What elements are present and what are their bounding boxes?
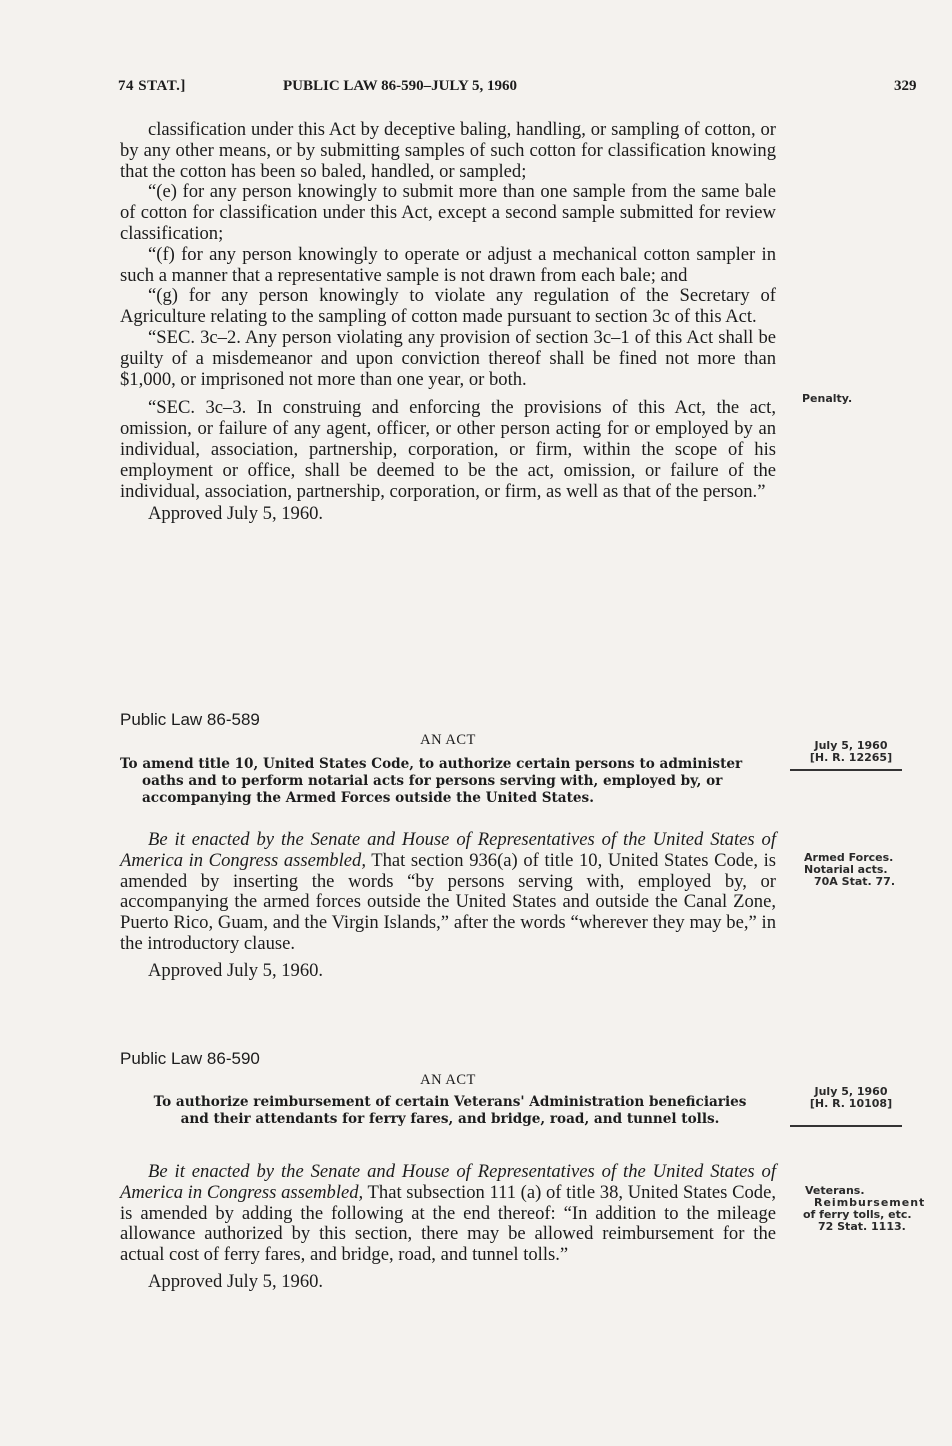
law-589-enact-text: That section 936(a) of title 10, United States Code, is amended by inserting the words “by persons serving with, employed by, or accompanying the armed forces outside the United States and outside the Canal Zone, Puerto Rico, Guam, and the Virgin Islands,” after the words “wherever they may be,” in the introductory clause. — [120, 849, 776, 954]
law-590-margin-bill: [H. R. 10108] — [809, 1097, 893, 1110]
paragraph-g: “(g) for any person knowingly to violate any regulation of the Secretary of Agriculture relating to the sampling of cotton made pursuant to section 3c of this Act. — [120, 285, 776, 328]
section-3c-2: “SEC. 3c–2. Any person violating any provision of section 3c–1 of this Act shall be guilty of a misdemeanor and upon conviction thereof shall be fined not more than $1,000, or imprisoned not more than one year, or both. — [120, 326, 776, 390]
paragraph-f: “(f) for any person knowingly to operate or adjust a mechanical cotton sampler in such a manner that a representative sample is not drawn from each bale; and — [120, 243, 776, 286]
law-590-note-veterans: Veterans. — [805, 1184, 865, 1197]
section-3c-text — [120, 120, 776, 525]
approved-date-3: Approved July 5, 1960. — [148, 1270, 324, 1292]
law-589-margin-bill: [H. R. 12265] — [809, 751, 893, 764]
law-589-margin-date: July 5, 1960 — [814, 739, 888, 752]
law-589-note-armed-forces: Armed Forces. — [804, 851, 894, 864]
law-590-body — [120, 1162, 776, 1293]
approved-date-1: Approved July 5, 1960. — [148, 503, 324, 525]
law-589-heading: Public Law 86-589 — [120, 710, 260, 729]
law-590-margin-rule — [790, 1125, 902, 1127]
law-589-enact-italic: Be it enacted by the Senate and House of Representatives of the United States of America in Congress assembled, — [120, 829, 776, 871]
approved-date-2: Approved July 5, 1960. — [148, 959, 324, 981]
header-page-number: 329 — [894, 78, 917, 94]
law-590-enacting-clause — [120, 1162, 776, 1266]
law-590-title-line1: To authorize reimbursement of certain Veterans' Administration beneficiaries — [153, 1094, 747, 1110]
paragraph-e: “(e) for any person knowingly to submit more than one sample from the same bale of cotton for classification under this Act, except a second sample submitted for review classification; — [120, 181, 776, 244]
law-589-note-stat: 70A Stat. 77. — [814, 875, 896, 888]
law-590-title — [120, 1094, 780, 1128]
law-589-body — [120, 830, 776, 982]
law-590-heading: Public Law 86-590 — [120, 1049, 260, 1068]
law-589-title-text: To amend title 10, United States Code, to authorize certain persons to administer oaths and to perform notarial acts for persons serving with, employed by, or accompanying the Armed Forces outside the United States. — [120, 756, 743, 806]
law-589-title — [120, 756, 780, 807]
header-title: PUBLIC LAW 86-590–JULY 5, 1960 — [283, 78, 518, 94]
header-volume: 74 STAT.] — [118, 78, 186, 94]
law-590-note-reimbursement: Reimbursement — [814, 1196, 926, 1209]
law-590-note-stat: 72 Stat. 1113. — [818, 1220, 906, 1233]
margin-note-penalty: Penalty. — [802, 392, 853, 405]
law-589-act-label: AN ACT — [420, 732, 476, 748]
law-590-note-ferry-tolls: of ferry tolls, etc. — [803, 1208, 912, 1221]
law-589-enacting-clause — [120, 830, 776, 955]
law-590-margin-date: July 5, 1960 — [814, 1085, 888, 1098]
law-589-note-notarial: Notarial acts. — [804, 863, 888, 876]
law-590-title-line2: and their attendants for ferry fares, and bridge, road, and tunnel tolls. — [180, 1111, 720, 1127]
section-3c-3: “SEC. 3c–3. In construing and enforcing the provisions of this Act, the act, omission, or failure of any agent, officer, or other person acting for or employed by an individual, association, partnership, corporation, or firm, within the scope of his employment or office, shall be deemed to be the act, omission, or failure of the individual, association, partnership, corporation, or firm, as well as that of the person.” — [120, 397, 776, 502]
paragraph-classification: classification under this Act by deceptive baling, handling, or sampling of cotton, or by any other means, or by submitting samples of such cotton for classification knowing that the cotton has been so baled, handled, or sampled; — [120, 119, 776, 182]
law-590-enact-italic: Be it enacted by the Senate and House of Representatives of the United States of America in Congress assembled, — [120, 1161, 776, 1203]
law-590-act-label: AN ACT — [420, 1072, 476, 1088]
law-590-enact-text: That subsection 111 (a) of title 38, United States Code, is amended by adding the following at the end thereof: “In addition to the mileage allowance authorized by this section, there may be allowed reimbursement for the actual cost of ferry fares, and bridge, road, and tunnel tolls.” — [120, 1181, 776, 1266]
law-589-margin-rule — [790, 769, 902, 771]
